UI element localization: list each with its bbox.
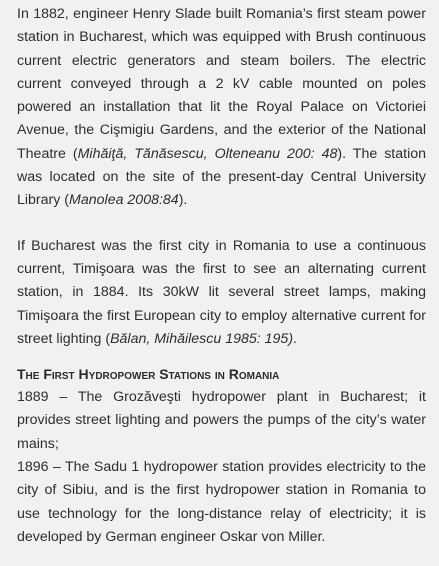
citation: Bălan, Mihăilescu 1985: 195) <box>110 330 294 347</box>
list-item: 1896 – The Sadu 1 hydropower station provides electricity to the city of Sibiu, and is the first hydropower station in Romania to use technology for the long-distance relay of electricity; it is developed by German engineer Oskar von Miller. <box>17 459 426 545</box>
paragraph-text: ). <box>178 192 188 209</box>
paragraph-text: In 1882, engineer Henry Slade built Romania’s first steam power station in Bucharest, which was equipped with Brush continuous current electric generators and steam boilers. The electric current conveyed through a 2 kV cable mounted on poles powered an installation that lit the Royal Palace on Victoriei Avenue, the Cişmigiu Gardens, and the exterior of the National Theatre ( <box>17 6 426 162</box>
citation: Mihăiţă, Tănăsescu, Olteneanu 200: 48 <box>77 145 338 162</box>
list-item: 1889 – The Grozăveşti hydropower plant in Bucharest; it provides street lighting and powers the pumps of the city’s water mains; <box>17 389 426 452</box>
paragraph-text: If Bucharest was the first city in Romania to use a continuous current, Timişoara was the first to see an alternating current station, in 1884. Its 30kW lit several street lamps, making Timişoara the first European city to employ alternative current for street lighting ( <box>17 237 426 347</box>
section-heading: The First Hydropower Stations in Romania <box>17 366 280 383</box>
section-spacer <box>17 351 426 363</box>
paragraph-text: . <box>293 330 297 347</box>
paragraph-timisoara <box>17 235 426 351</box>
paragraph-text: ). The station was located on the site of the present-day Central University Library ( <box>17 145 427 209</box>
document-page <box>17 3 426 549</box>
citation: Manolea 2008:84 <box>69 192 179 209</box>
paragraph-spacer <box>17 213 426 235</box>
paragraph-first-steam-station <box>17 3 426 213</box>
